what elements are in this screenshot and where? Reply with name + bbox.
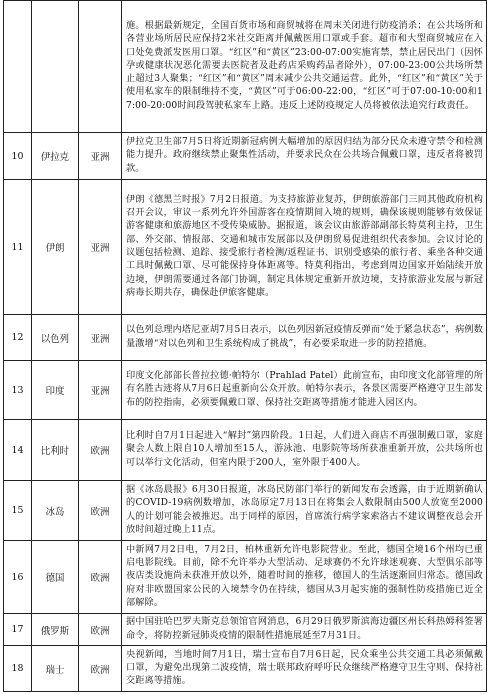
row-index: 15 — [4, 481, 32, 541]
region-cell: 亚洲 — [79, 361, 122, 420]
table-row — [4, 315, 487, 361]
row-index: 18 — [4, 646, 32, 692]
row-index: 10 — [4, 133, 32, 180]
table-row — [4, 614, 487, 646]
region-cell — [79, 1, 122, 133]
table-row — [4, 646, 487, 692]
table-row — [4, 180, 487, 315]
table-row — [4, 481, 487, 541]
country-cell: 印度 — [32, 361, 79, 420]
row-index: 12 — [4, 315, 32, 361]
country-cell: 德国 — [32, 541, 79, 614]
measures-cell: 施。根据最新规定，全国百货市场和商贸城将在周末关闭进行防疫消杀；在公共场所和各营业场所居民应保持2米社交距离并佩戴医用口罩或手套。超市和大型商贸城应在入口处免费派发医用口罩。“红区”和“黄区”23:00-07:00实施宵禁，禁止居民出门（因怀孕或健康状况恶化需要去医院者及赴药店采购药品者除外），07:00-23:00公共场所禁止超过3人聚集；“红区”和“黄区”周末减少公共交通运营。此外，“红区”和“黄区”关于使用私家车的限制维持不变，“黄区”可于06:00-22:00，“红区”可于07:00-10:00和17:00-20:00时间段驾驶私家车上路。违反上述防疫规定人员将被依法追究行政责任。 — [122, 1, 487, 133]
region-cell: 欧洲 — [79, 614, 122, 646]
row-index: 14 — [4, 420, 32, 481]
region-cell: 亚洲 — [79, 315, 122, 361]
measures-table — [3, 0, 487, 692]
country-cell — [32, 1, 79, 133]
measures-cell: 据中国驻哈巴罗夫斯克总领馆官网消息，6月29日俄罗斯滨海边疆区州长科热姆科签署命令，将防控新冠肺炎疫情的限制性措施展延至7月31日。 — [122, 614, 487, 646]
country-cell: 比利时 — [32, 420, 79, 481]
region-cell: 欧洲 — [79, 481, 122, 541]
country-cell: 瑞士 — [32, 646, 79, 692]
table-row — [4, 1, 487, 133]
table-row — [4, 133, 487, 180]
measures-cell: 伊拉克卫生部7月5日将近期新冠病例大幅增加的原因归结为部分民众未遵守禁令和检测能力提升。政府继续禁止聚集性活动，并要求民众在公共场合佩戴口罩，违反者将被罚款。 — [122, 133, 487, 180]
country-cell: 冰岛 — [32, 481, 79, 541]
row-index: 17 — [4, 614, 32, 646]
country-cell: 伊朗 — [32, 180, 79, 315]
measures-cell: 伊朗《德黑兰时报》7月2日报道。为支持旅游业复苏，伊朗旅游部门三同其他政府机构召开会议，审议一系列允许外国游客在疫情期间入境的规则，确保该规则能够有效保证游客健康和旅游地区不受传染威胁。据报道，该会议由旅游部副部长特莫利主持，卫生部、外交部、情报部、交通和城市发展部以及伊朗贸易促进组织代表参加。会议讨论的议题包括检测、追踪、接受旅行者检测/返程证书、识别受感染的旅行者、乘坐各种交通工具时佩戴口罩、尽可能保持身体距离等。特莫利指出，考虑到周边国家开始陆续开放边境，伊朗需要通过各部门协调，制定具体规定重新开放边境，支持旅游业发展与新冠病毒长期共存，确保赴伊旅客健康。 — [122, 180, 487, 315]
measures-cell: 比利时自7月1日起进入“解封”第四阶段。1日起，人们进入商店不再强制戴口罩，家庭聚会人数上限自10人增加至15人，游泳池、电影院等场所获准重新开放，公共场所也可以举行文化活动，但室内限于200人，室外限于400人。 — [122, 420, 487, 481]
row-index: 13 — [4, 361, 32, 420]
measures-cell: 据《冰岛晨报》6月30日报道，冰岛民防部门举行的新闻发布会透露，由于近期新确认的COVID-19病例数增加，冰岛原定7月13日在将集会人数限制由500人放宽至2000人的计划可能会被推迟。出于同样的原因，首席流行病学家索洛古不建议调整夜总会开放时间超过晚上11点。 — [122, 481, 487, 541]
measures-cell: 以色列总理内塔尼亚胡7月5日表示，以色列因新冠疫情反弹而“处于紧急状态”，病例数量激增“对以色列和卫生系统构成了挑战”，有必要采取进一步的防控措施。 — [122, 315, 487, 361]
table-row — [4, 541, 487, 614]
country-cell: 俄罗斯 — [32, 614, 79, 646]
measures-cell: 印度文化部部长普拉拉德·帕特尔（Prahlad Patel）此前宣布，由印度文化部管理的所有名胜古迹将从7月6日起重新向公众开放。帕特尔表示，各景区需要严格遵守卫生部发布的防控指南，必须要佩戴口罩、保持社交距离等措施才能进入园区内。 — [122, 361, 487, 420]
region-cell: 欧洲 — [79, 541, 122, 614]
row-index: 16 — [4, 541, 32, 614]
measures-cell: 央视新闻，当地时间7月1日，瑞士宣布自7月6日起，民众乘坐公共交通工具必须佩戴口罩，为避免出现第二波疫情，瑞士联邦政府呼吁民众继续严格遵守卫生守则、保持社交距离等措施。 — [122, 646, 487, 692]
region-cell: 亚洲 — [79, 133, 122, 180]
region-cell: 亚洲 — [79, 180, 122, 315]
country-cell: 以色列 — [32, 315, 79, 361]
measures-table-body — [4, 1, 487, 692]
country-cell: 伊拉克 — [32, 133, 79, 180]
measures-cell: 中新网7月2日电，7月2日，柏林重新允许电影院营业。至此，德国全境16个州均已重启电影院线。目前，除不允许举办大型活动、足球赛仍不允许球迷观赛、大型俱乐部等夜店类设施尚未获准开放以外，随着时间的推移，德国人的生活逐渐回归常态。德国政府对非欧盟国家公民的入境禁令仍在持续，德国从3月起实施的强制性防疫措施已近全部解除。 — [122, 541, 487, 614]
row-index — [4, 1, 32, 133]
table-row — [4, 361, 487, 420]
region-cell: 欧洲 — [79, 420, 122, 481]
row-index: 11 — [4, 180, 32, 315]
table-row — [4, 420, 487, 481]
region-cell: 欧洲 — [79, 646, 122, 692]
